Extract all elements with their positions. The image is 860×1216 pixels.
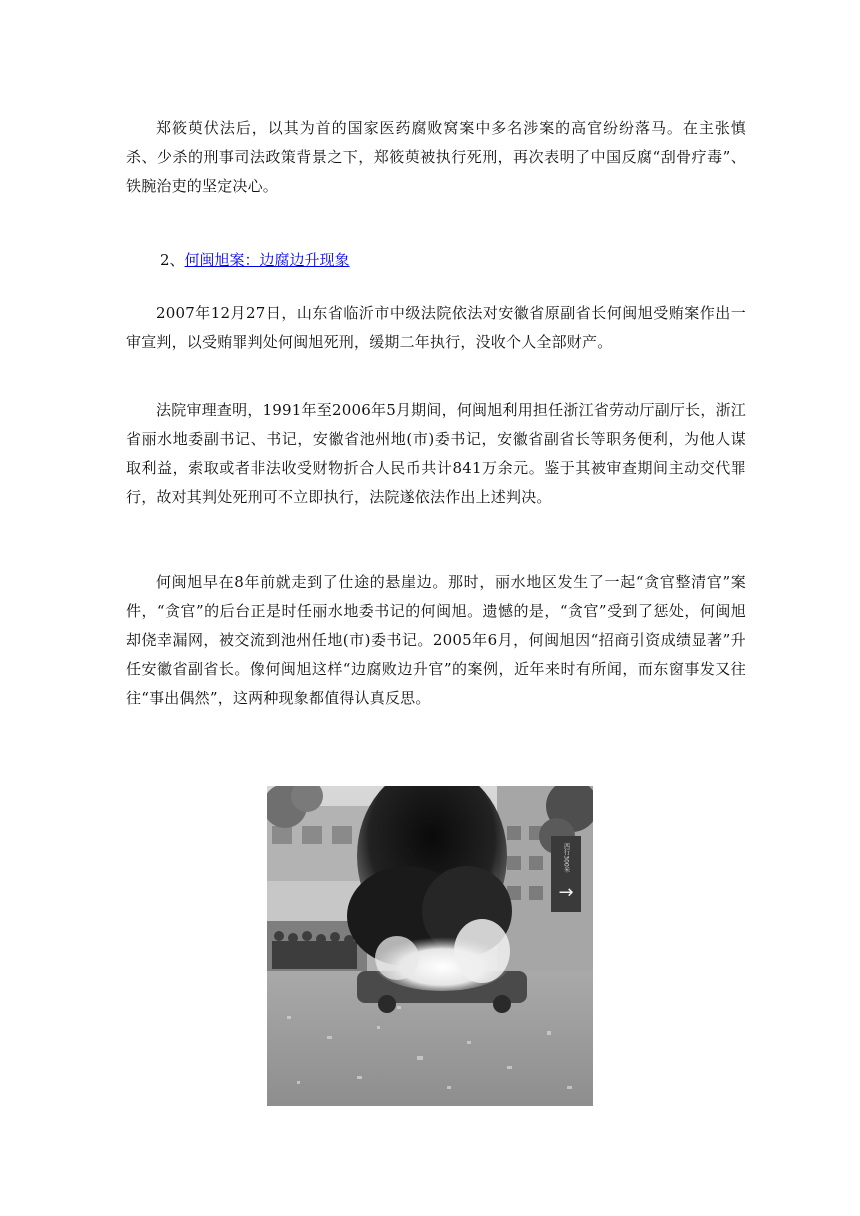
paragraph-verdict: 2007年12月27日，山东省临沂市中级法院依法对安徽省原副省长何闽旭受贿案作出一审宣判，以受贿罪判处何闽旭死刑，缓期二年执行，没收个人全部财产。 [126, 304, 746, 351]
section-number: 2、 [160, 251, 185, 269]
paragraph-zheng-execution: 郑筱萸伏法后，以其为首的国家医药腐败窝案中多名涉案的高官纷纷落马。在主张慎杀、少杀的刑事司法政策背景之下，郑筱萸被执行死刑，再次表明了中国反腐“刮骨疗毒”、铁腕治吏的坚定决心。 [126, 119, 746, 195]
arrow-icon: → [558, 882, 574, 903]
paragraph-findings: 法院审理查明，1991年至2006年5月期间，何闽旭利用担任浙江省劳动厅副厅长，浙江省丽水地委副书记、书记，安徽省池州地(市)委书记，安徽省副省长等职务便利，为他人谋取利益，索取或者非法收受财物折合人民币共计841万余元。鉴于其被审查期间主动交代罪行，故对其判处死刑可不立即执行，法院遂依法作出上述判决。 [126, 401, 746, 506]
section-heading [160, 248, 350, 272]
section-link[interactable]: 何闽旭案：边腐边升现象 [184, 251, 350, 269]
burning-car-photo [267, 786, 593, 1106]
paragraph-reflection: 何闽旭早在8年前就走到了仕途的悬崖边。那时，丽水地区发生了一起“贪官整清官”案件，“贪官”的后台正是时任丽水地委书记的何闽旭。遗憾的是，“贪官”受到了惩处，何闽旭却侥幸漏网，被交流到池州任地(市)委书记。2005年6月，何闽旭因“招商引资成绩显著”升任安徽省副省长。像何闽旭这样“边腐败边升官”的案例，近年来时有所闻，而东窗事发又往往“事出偶然”，这两种现象都值得认真反思。 [126, 573, 746, 707]
street-sign-text: 西行300米 [562, 843, 570, 873]
